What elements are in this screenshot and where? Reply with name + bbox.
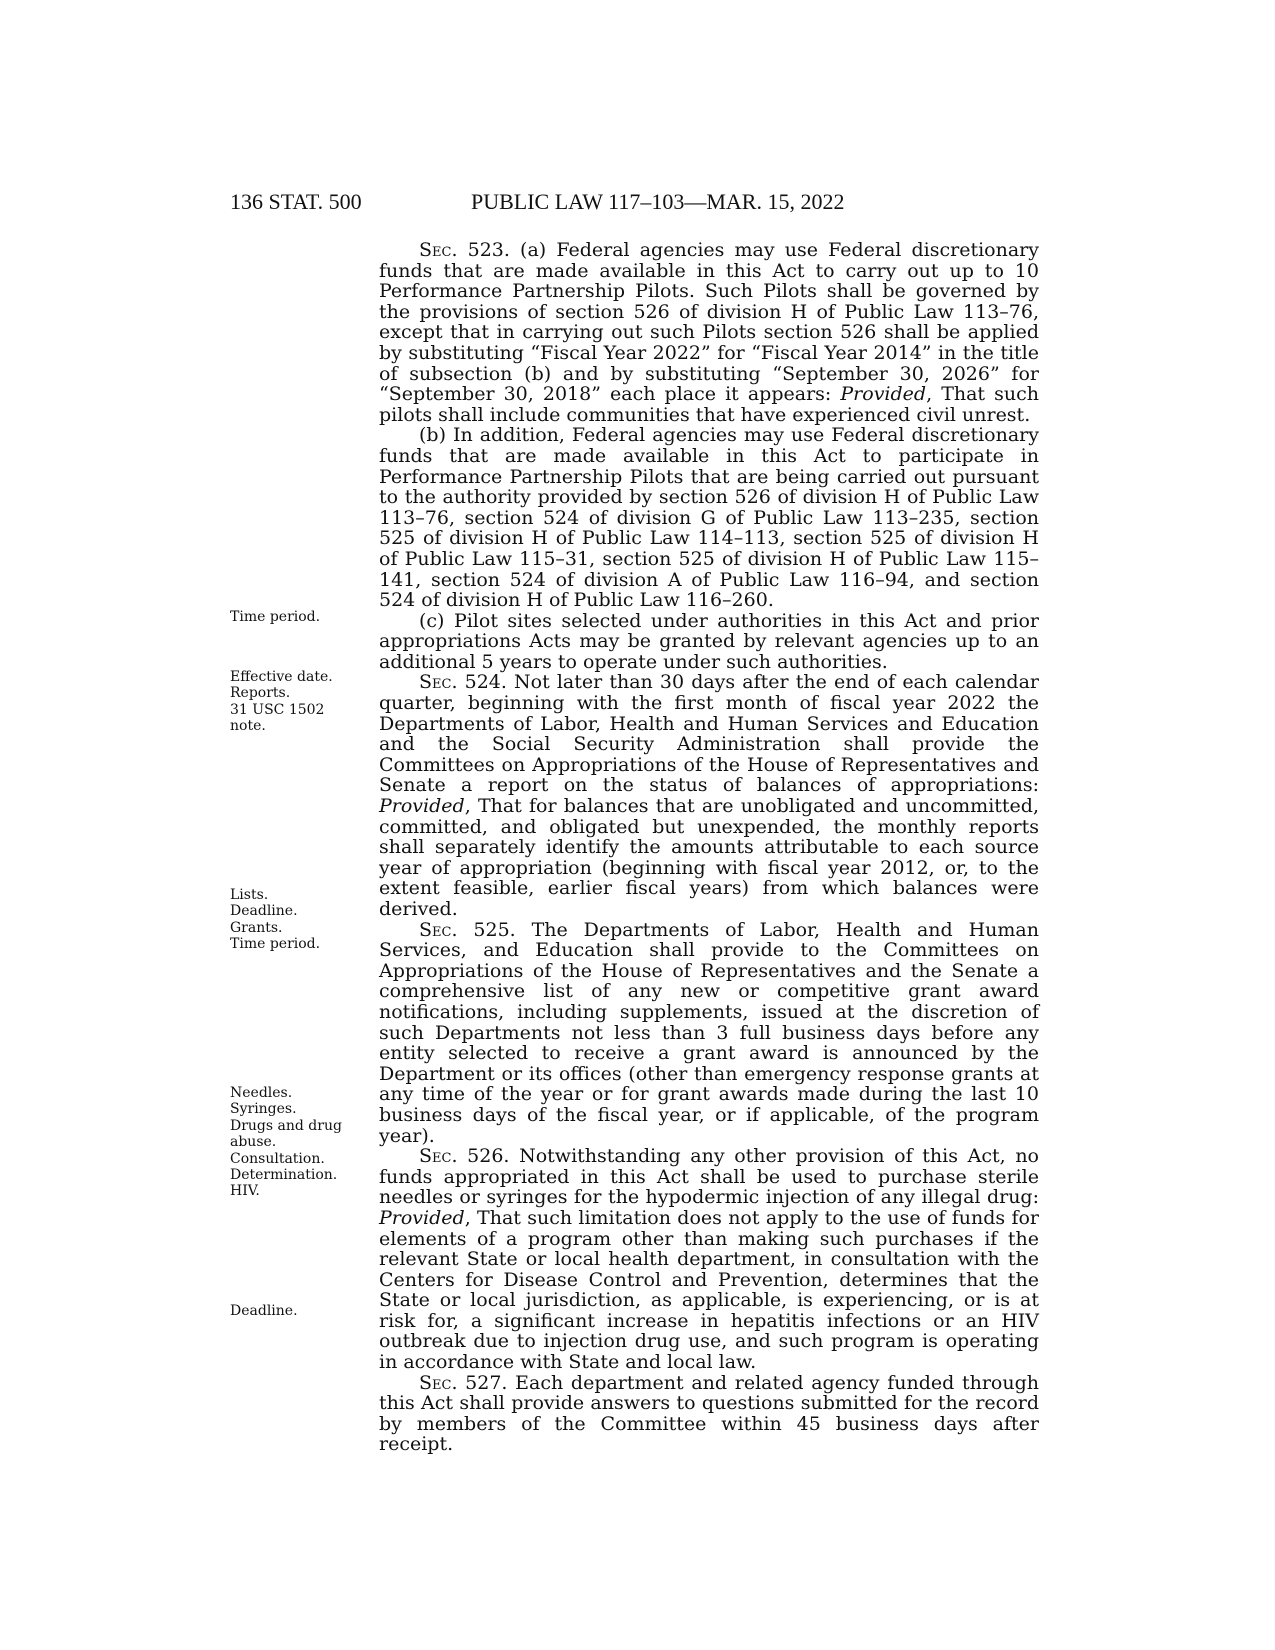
section-523-c: (c) Pilot sites selected under authorities in this Act and prior appropriations Acts may be granted by relevant agencies up to an additional 5 years to operate under such authorities.: [379, 609, 1039, 673]
section-527: Sec. 527. Each department and related agency funded through this Act shall provide answers to questions submitted for the record by members of the Committee within 45 business days after receipt.: [379, 1371, 1039, 1456]
section-523-a: Sec. 523. (a) Federal agencies may use Federal discretionary funds that are made available in this Act to carry out up to 10 Performance Partnership Pilots. Such Pilots shall be governed by the provisions of section 526 of division H of Public Law 113–76, except that in carrying out such Pilots section 526 shall be applied by substituting “Fiscal Year 2022” for “Fiscal Year 2014” in the title of subsection (b) and by substituting “September 30, 2026” for “September 30, 2018” each place it appears: Provided, That such pilots shall include communities that have experienced civil unrest.: [379, 239, 1040, 426]
section-527-label: Sec. 527.: [419, 1371, 508, 1394]
section-525-label: Sec. 525.: [419, 918, 516, 941]
section-526: Sec. 526. Notwithstanding any other provision of this Act, no funds appropriated in this Act shall be used to purchase sterile needles or syringes for the hypodermic injection of any illegal drug: Provided, That such limitation does not apply to the use of funds for elements of a program other than making such purchases if the relevant State or local health department, in consultation with the Centers for Disease Control and Prevention, determines that the State or local jurisdiction, as applicable, is experiencing, or is at risk for, a significant increase in hepatitis infections or an HIV outbreak due to injection drug use, and such program is operating in accordance with State and local law.: [379, 1145, 1039, 1374]
section-524: Sec. 524. Not later than 30 days after the end of each calendar quarter, beginning with the first month of fiscal year 2022 the Departments of Labor, Health and Human Services and Education and the Social Security Administration shall provide the Committees on Appropriations of the House of Representatives and Senate a report on the status of balances of appropriations: Provided, That for balances that are unobligated and uncommitted, committed, and obligated but unexpended, the monthly reports shall separately identify the amounts attributable to each source year of appropriation (beginning with fiscal year 2012, or, to the extent feasible, earlier fiscal years) from which balances were derived.: [379, 671, 1039, 920]
section-523-b: (b) In addition, Federal agencies may use Federal discretionary funds that are made available in this Act to participate in Performance Partnership Pilots that are being carried out pursuant to the authority provided by section 526 of division H of Public Law 113–76, section 524 of division G of Public Law 113–235, section 525 of division H of Public Law 114–113, section 525 of division H of Public Law 115–31, section 525 of division H of Public Law 115–141, section 524 of division A of Public Law 116–94, and section 524 of division H of Public Law 116–260.: [379, 424, 1039, 612]
section-525: Sec. 525. The Departments of Labor, Health and Human Services, and Education shall provide to the Committees on Appropriations of the House of Representatives and the Senate a comprehensive list of any new or competitive grant award notifications, including supplements, issued at the discretion of such Departments not less than 3 full business days before any entity selected to receive a grant award is announced by the Department or its offices (other than emergency response grants at any time of the year or for grant awards made during the last 10 business days of the fiscal year, or if applicable, of the program year).: [379, 918, 1039, 1147]
margin-note-lists: Lists. Deadline. Grants. Time period.: [230, 887, 321, 953]
statute-body: [379, 240, 1039, 1455]
margin-note-time-period: Time period.: [230, 609, 321, 625]
section-526-label: Sec. 526.: [419, 1145, 510, 1168]
margin-note-deadline: Deadline.: [230, 1303, 298, 1319]
section-524-label: Sec. 524.: [419, 671, 507, 694]
section-523-label: Sec. 523.: [419, 239, 510, 261]
margin-note-needles: Needles. Syringes. Drugs and drug abuse. Consultation. Determination. HIV.: [230, 1085, 342, 1200]
margin-note-effective-date: Effective date. Reports. 31 USC 1502 note.: [230, 669, 333, 735]
page-number: 136 STAT. 500: [230, 189, 362, 214]
running-title: PUBLIC LAW 117–103—MAR. 15, 2022: [471, 189, 845, 214]
